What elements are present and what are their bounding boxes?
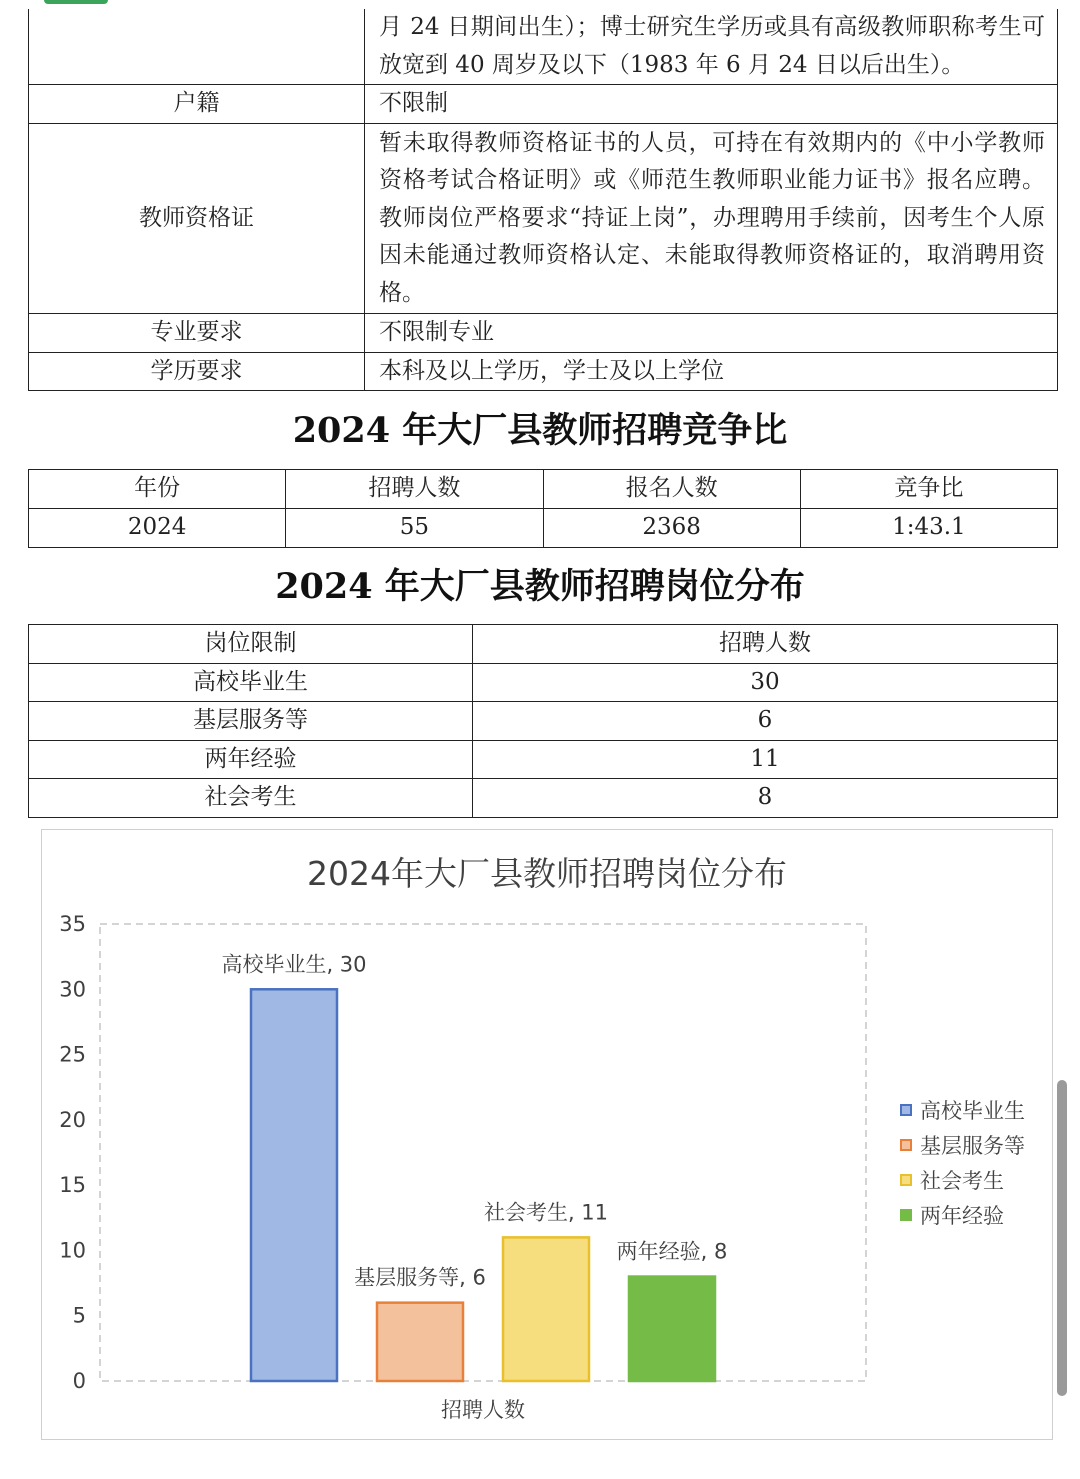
legend-swatch bbox=[900, 1139, 912, 1151]
table-cell: 6 bbox=[473, 702, 1058, 741]
row-value: 不限制 bbox=[365, 85, 1058, 124]
table-row bbox=[29, 352, 1058, 391]
data-label: 两年经验, 8 bbox=[616, 1239, 728, 1264]
y-tick-label: 25 bbox=[59, 1042, 86, 1067]
table-row bbox=[29, 123, 1058, 314]
y-tick-label: 10 bbox=[59, 1238, 86, 1263]
x-axis-label: 招聘人数 bbox=[441, 1398, 525, 1422]
table-cell: 11 bbox=[473, 740, 1058, 779]
competition-title: 2024 年大厂县教师招聘竞争比 bbox=[292, 410, 788, 451]
requirements-table bbox=[28, 9, 1058, 391]
table-header-row bbox=[29, 625, 1058, 664]
distribution-table bbox=[28, 624, 1058, 818]
bar bbox=[629, 1277, 715, 1381]
y-tick-label: 35 bbox=[59, 912, 86, 936]
row-label: 学历要求 bbox=[29, 352, 365, 391]
row-value: 不限制专业 bbox=[365, 314, 1058, 353]
table-row bbox=[29, 702, 1058, 741]
table-row bbox=[29, 314, 1058, 353]
table-cell: 8 bbox=[473, 779, 1058, 818]
header-cell: 岗位限制 bbox=[29, 625, 473, 664]
row-label: 教师资格证 bbox=[29, 123, 365, 314]
header-cell: 招聘人数 bbox=[286, 470, 543, 509]
data-label: 高校毕业生, 30 bbox=[221, 952, 367, 977]
bar bbox=[377, 1303, 463, 1381]
legend-item bbox=[900, 1197, 1025, 1232]
legend-swatch bbox=[900, 1174, 912, 1186]
legend-swatch bbox=[900, 1104, 912, 1116]
header-cell: 报名人数 bbox=[543, 470, 800, 509]
table-row bbox=[29, 9, 1058, 85]
y-tick-label: 5 bbox=[72, 1303, 86, 1328]
distribution-title: 2024 年大厂县教师招聘岗位分布 bbox=[275, 566, 805, 607]
table-cell: 基层服务等 bbox=[29, 702, 473, 741]
legend-label: 基层服务等 bbox=[920, 1133, 1025, 1158]
table-row bbox=[29, 740, 1058, 779]
legend-label: 两年经验 bbox=[920, 1203, 1004, 1228]
logo bbox=[44, 0, 108, 4]
table-cell: 2024 bbox=[29, 509, 286, 548]
y-tick-label: 20 bbox=[59, 1107, 86, 1132]
table-row bbox=[29, 663, 1058, 702]
scrollbar[interactable] bbox=[1057, 1080, 1067, 1396]
chart-legend bbox=[900, 1092, 1025, 1232]
bar bbox=[251, 989, 337, 1381]
row-value: 本科及以上学历，学士及以上学位 bbox=[365, 352, 1058, 391]
competition-table bbox=[28, 469, 1058, 548]
bar bbox=[503, 1237, 589, 1381]
data-label: 社会考生, 11 bbox=[483, 1200, 609, 1225]
table-header-row bbox=[29, 470, 1058, 509]
legend-item bbox=[900, 1162, 1025, 1197]
header-cell: 招聘人数 bbox=[473, 625, 1058, 664]
y-tick-label: 0 bbox=[72, 1369, 86, 1393]
table-cell: 2368 bbox=[543, 509, 800, 548]
data-label: 基层服务等, 6 bbox=[354, 1265, 486, 1290]
row-label: 专业要求 bbox=[29, 314, 365, 353]
chart-title: 2024年大厂县教师招聘岗位分布 bbox=[307, 854, 787, 893]
page-top-fragment bbox=[0, 0, 1080, 8]
y-tick-label: 15 bbox=[59, 1173, 86, 1198]
y-tick-label: 30 bbox=[59, 977, 86, 1002]
table-cell: 高校毕业生 bbox=[29, 663, 473, 702]
table-row bbox=[29, 509, 1058, 548]
legend-swatch bbox=[900, 1209, 912, 1221]
table-cell: 30 bbox=[473, 663, 1058, 702]
table-row bbox=[29, 779, 1058, 818]
header-cell: 竞争比 bbox=[800, 470, 1057, 509]
table-cell: 1:43.1 bbox=[800, 509, 1057, 548]
plot-area-border bbox=[100, 924, 866, 1381]
header-cell: 年份 bbox=[29, 470, 286, 509]
empty-label-cell bbox=[29, 9, 365, 85]
legend-item bbox=[900, 1127, 1025, 1162]
bar-chart bbox=[41, 829, 1053, 1440]
legend-label: 社会考生 bbox=[920, 1168, 1004, 1193]
continued-value-cell: 月 24 日期间出生）；博士研究生学历或具有高级教师职称考生可放宽到 40 周岁及以下（1983 年 6 月 24 日以后出生）。 bbox=[365, 9, 1058, 85]
legend-item bbox=[900, 1092, 1025, 1127]
row-label: 户籍 bbox=[29, 85, 365, 124]
row-value: 暂未取得教师资格证书的人员，可持在有效期内的《中小学教师资格考试合格证明》或《师范生教师职业能力证书》报名应聘。教师岗位严格要求“持证上岗”，办理聘用手续前，因考生个人原因未能通过教师资格认定、未能取得教师资格证的，取消聘用资格。 bbox=[365, 123, 1058, 314]
legend-label: 高校毕业生 bbox=[920, 1098, 1025, 1123]
table-cell: 两年经验 bbox=[29, 740, 473, 779]
table-cell: 55 bbox=[286, 509, 543, 548]
table-row bbox=[29, 85, 1058, 124]
table-cell: 社会考生 bbox=[29, 779, 473, 818]
